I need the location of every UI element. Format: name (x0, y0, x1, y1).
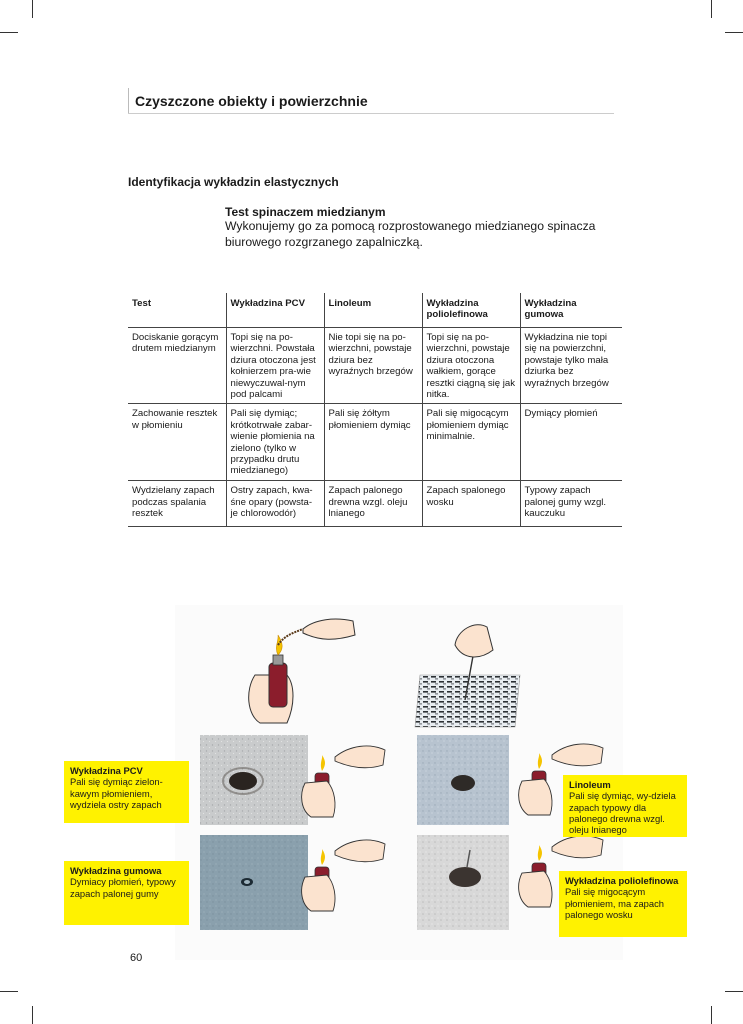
column-header: Wykładzina PCV (226, 293, 324, 328)
rubber-burn-photo (200, 835, 308, 930)
callout-linoleum (563, 775, 687, 837)
table-header-row (128, 293, 622, 328)
table-cell: Typowy zapach palonej gumy wzgl. kauczuku (520, 481, 622, 527)
table-cell: Pali się dymiąc; krótkotrwałe zabar-wienie płomienia na zielono (tylko w przypadku drutu miedzianego) (226, 404, 324, 481)
table-cell: Zapach palonego drewna wzgl. oleju lnianego (324, 481, 422, 527)
table-cell: Topi się na po-wierzchni. Powstała dziura otoczona jest kołnierzem pra-wie niewyczuwal-nym pod palcami (226, 328, 324, 404)
column-header: Test (128, 293, 226, 328)
callout-text: Dymiacy płomień, typowy zapach palonej gumy (70, 876, 176, 899)
callout-text: Pali się migocącym płomieniem, ma zapach palonego wosku (565, 886, 665, 920)
crop-mark (725, 991, 743, 992)
callout-pcv (64, 761, 189, 823)
table-row (128, 404, 622, 481)
table-cell: Wykładzina nie topi się na powierzchni, powstaje tylko mała dziurka bez wyraźnych brzegów (520, 328, 622, 404)
column-header: Wykładzina poliolefinowa (422, 293, 520, 328)
illustration-panel (175, 605, 623, 960)
table-cell: Pali się migocącym płomieniem dymiąc minimalnie. (422, 404, 520, 481)
carpet-sample-icon (415, 625, 520, 727)
small-lighter-hand-icon (302, 840, 385, 911)
callout-text: Pali się dymiąc, wy-dziela zapach typowy dla palonego drewna wzgl. oleju lnianego (569, 790, 676, 836)
page-number: 60 (130, 952, 143, 964)
crop-mark (0, 32, 18, 33)
callout-title: Wykładzina poliolefinowa (565, 875, 679, 886)
callout-title: Wykładzina gumowa (70, 865, 162, 876)
section-title: Identyfikacja wykładzin elastycznych (128, 175, 339, 189)
callout-polyolefin (559, 871, 687, 937)
crop-mark (32, 1006, 33, 1024)
callout-rubber (64, 861, 189, 925)
table-cell: Zapach spalonego wosku (422, 481, 520, 527)
header-underline (128, 113, 614, 114)
table-row (128, 481, 622, 527)
table-row (128, 328, 622, 404)
table-cell: Wydzielany zapach podczas spalania resztek (128, 481, 226, 527)
header-rule (128, 88, 129, 114)
crop-mark (0, 991, 18, 992)
identification-table (128, 293, 622, 527)
crop-mark (711, 1006, 712, 1024)
table-cell: Zachowanie resztek w płomieniu (128, 404, 226, 481)
callout-title: Linoleum (569, 779, 611, 790)
test-description: Wykonujemy go za pomocą rozprostowanego miedzianego spinacza biurowego rozgrzanego zapalniczką. (225, 219, 596, 249)
table-cell: Nie topi się na po-wierzchni, powstaje dziura bez wyraźnych brzegów (324, 328, 422, 404)
table-cell: Dymiący płomień (520, 404, 622, 481)
crop-mark (725, 32, 743, 33)
column-header: Wykładzina gumowa (520, 293, 622, 328)
table-cell: Dociskanie gorącym drutem miedzianym (132, 332, 219, 355)
callout-title: Wykładzina PCV (70, 765, 143, 776)
test-title: Test spinaczem miedzianym (225, 205, 386, 219)
burn-mark (229, 772, 257, 790)
crop-mark (711, 0, 712, 18)
crop-mark (32, 0, 33, 18)
page-header-title: Czyszczone obiekty i powierzchnie (135, 93, 368, 109)
table-cell: Topi się na po-wierzchni, powstaje dziura otoczona wałkiem, gorące resztki ciągną się jak nitka. (422, 328, 520, 404)
table-cell: Pali się żółtym płomieniem dymiąc (324, 404, 422, 481)
callout-text: Pali się dymiąc zielon-kawym płomieniem, wydziela ostry zapach (70, 776, 163, 810)
illustration (175, 605, 623, 960)
table-cell: Ostry zapach, kwa-śne opary (powsta-je chlorowodór) (226, 481, 324, 527)
hand-with-lighter-icon (249, 619, 355, 723)
small-lighter-hand-icon (302, 746, 385, 817)
column-header: Linoleum (324, 293, 422, 328)
